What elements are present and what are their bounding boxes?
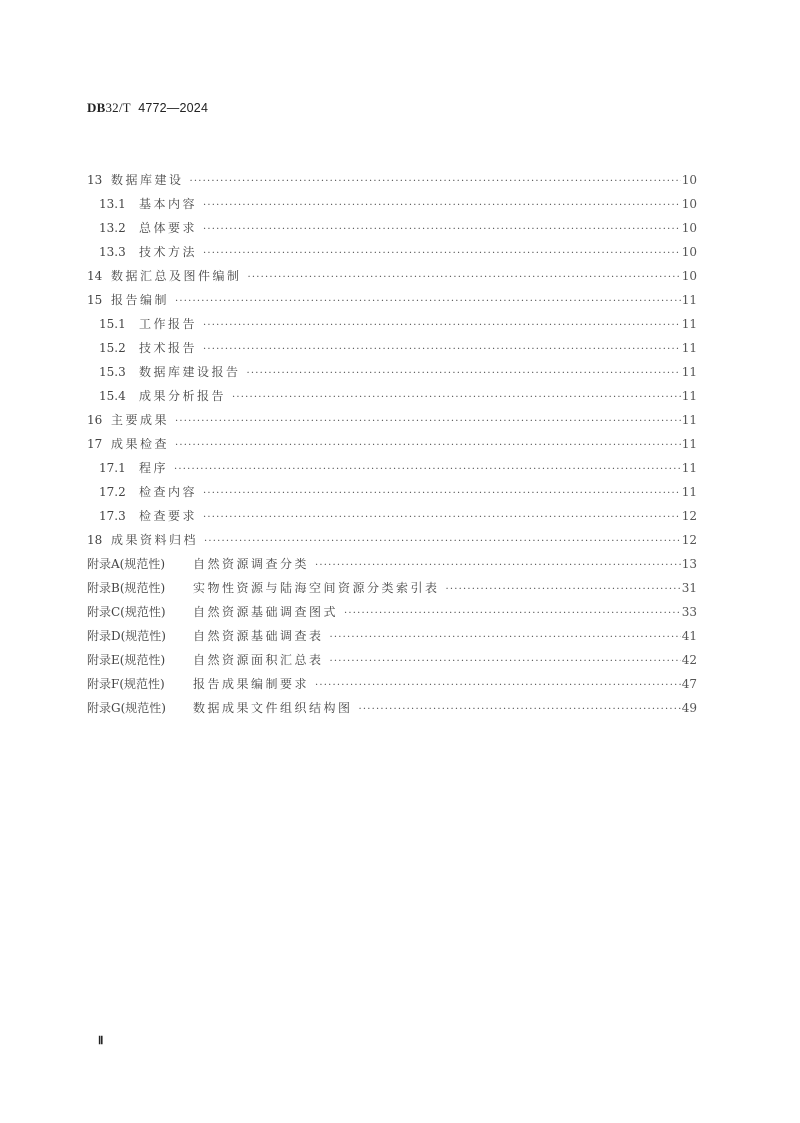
dot-leader <box>359 700 681 720</box>
toc-entry-page: 12 <box>681 533 697 547</box>
toc-entry-page: 11 <box>681 413 697 427</box>
toc-entry-page: 10 <box>681 173 697 187</box>
dot-leader <box>203 196 681 216</box>
toc-entry[interactable] <box>87 506 697 530</box>
toc-entry-title: 数据库建设报告 <box>139 365 241 379</box>
toc-entry[interactable] <box>87 290 697 314</box>
toc-entry-page: 11 <box>681 317 697 331</box>
dot-leader <box>232 388 681 408</box>
dot-leader <box>203 316 681 336</box>
toc-entry-title: 数据库建设 <box>111 173 184 187</box>
toc-entry-page: 41 <box>681 629 697 643</box>
dot-leader <box>446 580 681 600</box>
dot-leader <box>247 364 681 384</box>
toc-entry-title: 工作报告 <box>139 317 198 331</box>
dot-leader <box>203 484 681 504</box>
dot-leader <box>175 436 681 456</box>
dot-leader <box>203 508 681 528</box>
dot-leader <box>190 172 681 192</box>
toc-entry-page: 11 <box>681 341 697 355</box>
toc-entry-title: 数据汇总及图件编制 <box>111 269 242 283</box>
standard-code: DB32/T <box>87 100 131 115</box>
toc-entry[interactable] <box>87 242 697 266</box>
toc-entry-number: 附录A(规范性) <box>87 557 166 571</box>
toc-entry-number: 15.3 <box>99 365 126 379</box>
toc-entry[interactable] <box>87 626 697 650</box>
toc-entry-title: 总体要求 <box>139 221 198 235</box>
dot-leader <box>175 292 681 312</box>
toc-entry-number: 15 <box>87 293 103 307</box>
dot-leader <box>330 652 681 672</box>
dot-leader <box>330 628 681 648</box>
dot-leader <box>344 604 681 624</box>
toc-entry[interactable] <box>87 410 697 434</box>
toc-entry[interactable] <box>87 698 697 722</box>
toc-entry[interactable] <box>87 458 697 482</box>
dot-leader <box>248 268 681 288</box>
dot-leader <box>203 220 681 240</box>
toc-entry-number: 18 <box>87 533 103 547</box>
page-header <box>87 100 208 116</box>
toc-entry-title: 实物性资源与陆海空间资源分类索引表 <box>193 581 440 595</box>
toc-entry-page: 49 <box>681 701 697 715</box>
toc-entry-title: 自然资源调查分类 <box>193 557 310 571</box>
toc-entry[interactable] <box>87 434 697 458</box>
toc-entry-page: 11 <box>681 365 697 379</box>
toc-entry-number: 14 <box>87 269 103 283</box>
toc-entry[interactable] <box>87 314 697 338</box>
toc-entry-page: 11 <box>681 437 697 451</box>
toc-entry-page: 13 <box>681 557 697 571</box>
toc-entry-title: 自然资源基础调查图式 <box>193 605 339 619</box>
toc-entry-page: 11 <box>681 389 697 403</box>
toc-entry[interactable] <box>87 338 697 362</box>
toc-entry-number: 附录E(规范性) <box>87 653 166 667</box>
toc-entry-title: 检查要求 <box>139 509 198 523</box>
toc-entry-page: 10 <box>681 197 697 211</box>
toc-entry-number: 附录C(规范性) <box>87 605 166 619</box>
toc-entry-number: 15.1 <box>99 317 126 331</box>
toc-entry-title: 检查内容 <box>139 485 198 499</box>
toc-entry-title: 报告编制 <box>111 293 170 307</box>
toc-entry-title: 报告成果编制要求 <box>193 677 310 691</box>
toc-entry[interactable] <box>87 362 697 386</box>
dot-leader <box>204 532 681 552</box>
toc-entry-title: 成果检查 <box>111 437 170 451</box>
toc-entry-page: 31 <box>681 581 697 595</box>
toc-entry-title: 技术方法 <box>139 245 198 259</box>
toc-entry-number: 16 <box>87 413 103 427</box>
toc-entry-title: 成果资料归档 <box>111 533 199 547</box>
toc-entry-page: 42 <box>681 653 697 667</box>
toc-entry-title: 程序 <box>139 461 169 475</box>
toc-entry-number: 附录B(规范性) <box>87 581 166 595</box>
dot-leader <box>203 340 681 360</box>
toc-entry[interactable] <box>87 170 697 194</box>
toc-entry-number: 附录D(规范性) <box>87 629 166 643</box>
toc-entry[interactable] <box>87 194 697 218</box>
toc-entry-number: 13.2 <box>99 221 126 235</box>
toc-entry-title: 成果分析报告 <box>139 389 227 403</box>
page-number: Ⅱ <box>98 1035 104 1047</box>
dot-leader <box>315 556 681 576</box>
toc-entry-page: 12 <box>681 509 697 523</box>
toc-entry-page: 10 <box>681 269 697 283</box>
toc-entry[interactable] <box>87 578 697 602</box>
toc-entry-title: 自然资源面积汇总表 <box>193 653 324 667</box>
toc-entry-title: 基本内容 <box>139 197 198 211</box>
toc-entry[interactable] <box>87 482 697 506</box>
toc-entry-page: 33 <box>681 605 697 619</box>
toc-entry-page: 11 <box>681 293 697 307</box>
toc-entry-page: 11 <box>681 485 697 499</box>
toc-entry-number: 13.3 <box>99 245 126 259</box>
toc-entry[interactable] <box>87 386 697 410</box>
toc-entry-page: 47 <box>681 677 697 691</box>
toc-entry-number: 17 <box>87 437 103 451</box>
toc-entry[interactable] <box>87 602 697 626</box>
toc-entry-title: 技术报告 <box>139 341 198 355</box>
toc-entry-page: 10 <box>681 221 697 235</box>
toc-entry-number: 17.2 <box>99 485 126 499</box>
toc-entry-number: 附录G(规范性) <box>87 701 166 715</box>
toc-entry-number: 17.3 <box>99 509 126 523</box>
toc-entry[interactable] <box>87 674 697 698</box>
toc-entry[interactable] <box>87 530 697 554</box>
table-of-contents <box>87 170 697 722</box>
toc-entry-number: 附录F(规范性) <box>87 677 165 691</box>
toc-entry-page: 10 <box>681 245 697 259</box>
standard-number: 4772—2024 <box>138 101 209 115</box>
toc-entry-number: 17.1 <box>99 461 126 475</box>
toc-entry-title: 自然资源基础调查表 <box>193 629 324 643</box>
toc-entry-number: 15.4 <box>99 389 126 403</box>
toc-entry-title: 数据成果文件组织结构图 <box>193 701 353 715</box>
toc-entry[interactable] <box>87 266 697 290</box>
dot-leader <box>175 412 681 432</box>
toc-entry-number: 13.1 <box>99 197 126 211</box>
toc-entry-number: 15.2 <box>99 341 126 355</box>
dot-leader <box>174 460 681 480</box>
dot-leader <box>203 244 681 264</box>
toc-entry[interactable] <box>87 218 697 242</box>
toc-entry[interactable] <box>87 650 697 674</box>
toc-entry[interactable] <box>87 554 697 578</box>
toc-entry-page: 11 <box>681 461 697 475</box>
dot-leader <box>315 676 681 696</box>
toc-entry-number: 13 <box>87 173 103 187</box>
toc-entry-title: 主要成果 <box>111 413 170 427</box>
